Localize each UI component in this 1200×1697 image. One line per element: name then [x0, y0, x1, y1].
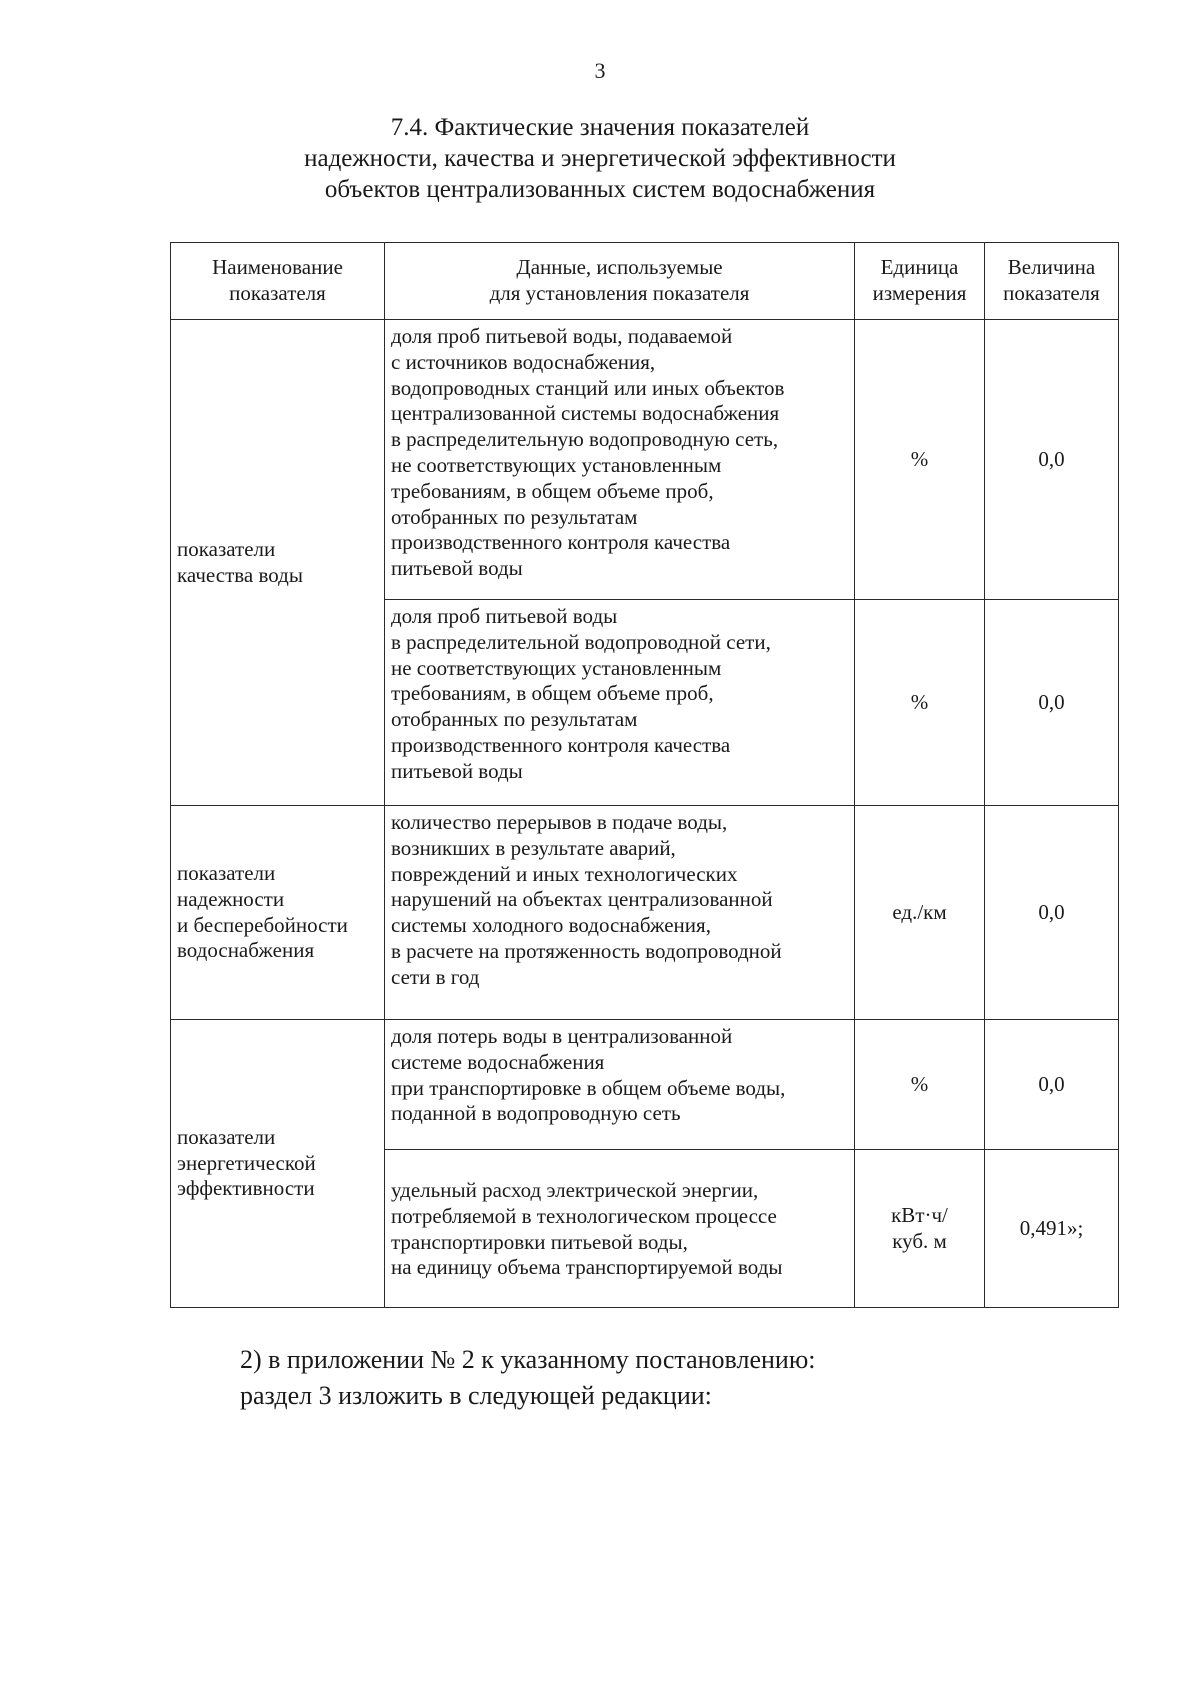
header-unit: [855, 243, 985, 320]
indicator-unit: %: [855, 320, 985, 600]
cell-text: производственного контроля качества: [391, 530, 731, 555]
cell-text: качества воды: [177, 562, 303, 587]
cell-text: системе водоснабжения: [391, 1049, 605, 1074]
cell-text: нарушений на объектах централизованной: [391, 887, 773, 912]
cell-text: требованиям, в общем объеме проб,: [391, 478, 714, 503]
indicator-data: [385, 1020, 855, 1150]
indicator-value: 0,0: [985, 600, 1119, 806]
cell-text: производственного контроля качества: [391, 732, 731, 757]
cell-text: куб. м: [892, 1228, 947, 1253]
header-text: Наименование: [212, 255, 343, 280]
section-title-line: 7.4. Фактические значения показателей: [390, 114, 810, 141]
indicator-unit: ед./км: [855, 806, 985, 1020]
cell-text: требованиям, в общем объеме проб,: [391, 681, 714, 706]
indicator-value: 0,491»;: [985, 1150, 1119, 1308]
table-row: [171, 320, 1119, 600]
header-data: [385, 243, 855, 320]
cell-text: надежности: [177, 886, 285, 911]
indicator-data: [385, 600, 855, 806]
table-header-row: [171, 243, 1119, 320]
cell-text: водопроводных станций или иных объектов: [391, 375, 785, 400]
cell-text: не соответствующих установленным: [391, 452, 722, 477]
indicator-data: [385, 806, 855, 1020]
indicator-unit: [855, 1150, 985, 1308]
cell-text: питьевой воды: [391, 758, 523, 783]
paragraph-line: 2) в приложении № 2 к указанному постановлению:: [240, 1345, 816, 1374]
cell-text: показатели: [177, 1124, 276, 1149]
header-text: Данные, используемые: [516, 255, 723, 280]
cell-text: потребляемой в технологическом процессе: [391, 1203, 777, 1228]
cell-text: возникших в результате аварий,: [391, 835, 676, 860]
cell-text: отобранных по результатам: [391, 707, 638, 732]
indicator-data: [385, 1150, 855, 1308]
indicator-value: 0,0: [985, 806, 1119, 1020]
table-row: [171, 806, 1119, 1020]
cell-text: при транспортировке в общем объеме воды,: [391, 1075, 786, 1100]
cell-text: отобранных по результатам: [391, 504, 638, 529]
header-text: для установления показателя: [489, 281, 750, 305]
indicators-table: [170, 242, 1119, 1308]
cell-text: поданной в водопроводную сеть: [391, 1101, 681, 1126]
cell-text: транспортировки питьевой воды,: [391, 1229, 688, 1254]
indicator-value: 0,0: [985, 320, 1119, 600]
cell-text: кВт·ч/: [891, 1202, 948, 1227]
cell-text: показатели: [177, 536, 276, 561]
indicator-name-reliability: [171, 806, 385, 1020]
cell-text: доля проб питьевой воды: [391, 604, 618, 628]
amendment-paragraph: [240, 1342, 815, 1414]
table-row: [171, 1020, 1119, 1150]
cell-text: энергетической: [177, 1150, 316, 1175]
cell-text: в распределительную водопроводную сеть,: [391, 427, 779, 452]
cell-text: водоснабжения: [177, 938, 315, 963]
header-text: Величина: [1007, 255, 1096, 280]
indicator-data: [385, 320, 855, 600]
cell-text: централизованной системы водоснабжения: [391, 401, 780, 426]
cell-text: эффективности: [177, 1176, 315, 1201]
page-number: 3: [594, 58, 606, 83]
section-title-line: надежности, качества и энергетической эффективности: [304, 145, 896, 172]
section-title: [0, 112, 1200, 205]
indicator-unit: %: [855, 1020, 985, 1150]
cell-text: и бесперебойности: [177, 912, 348, 937]
header-text: показателя: [229, 281, 326, 305]
header-text: Единица: [880, 255, 959, 280]
cell-text: количество перерывов в подаче воды,: [391, 810, 728, 834]
header-text: измерения: [872, 281, 967, 305]
indicator-value: 0,0: [985, 1020, 1119, 1150]
header-value: [985, 243, 1119, 320]
cell-text: доля потерь воды в централизованной: [391, 1024, 733, 1048]
header-text: показателя: [1003, 281, 1100, 305]
cell-text: не соответствующих установленным: [391, 655, 722, 680]
cell-text: сети в год: [391, 964, 480, 989]
cell-text: удельный расход электрической энергии,: [391, 1177, 759, 1202]
cell-text: доля проб питьевой воды, подаваемой: [391, 324, 733, 348]
indicator-name-energy: [171, 1020, 385, 1308]
header-name: [171, 243, 385, 320]
section-title-line: объектов централизованных систем водоснабжения: [324, 176, 876, 203]
cell-text: в распределительной водопроводной сети,: [391, 629, 771, 654]
indicator-name-quality: [171, 320, 385, 806]
cell-text: питьевой воды: [391, 556, 523, 581]
cell-text: с источников водоснабжения,: [391, 349, 656, 374]
cell-text: показатели: [177, 860, 276, 885]
paragraph-line: раздел 3 изложить в следующей редакции:: [240, 1381, 712, 1410]
cell-text: системы холодного водоснабжения,: [391, 913, 711, 938]
cell-text: на единицу объема транспортируемой воды: [391, 1255, 783, 1280]
cell-text: в расчете на протяженность водопроводной: [391, 938, 782, 963]
cell-text: повреждений и иных технологических: [391, 861, 738, 886]
indicator-unit: %: [855, 600, 985, 806]
